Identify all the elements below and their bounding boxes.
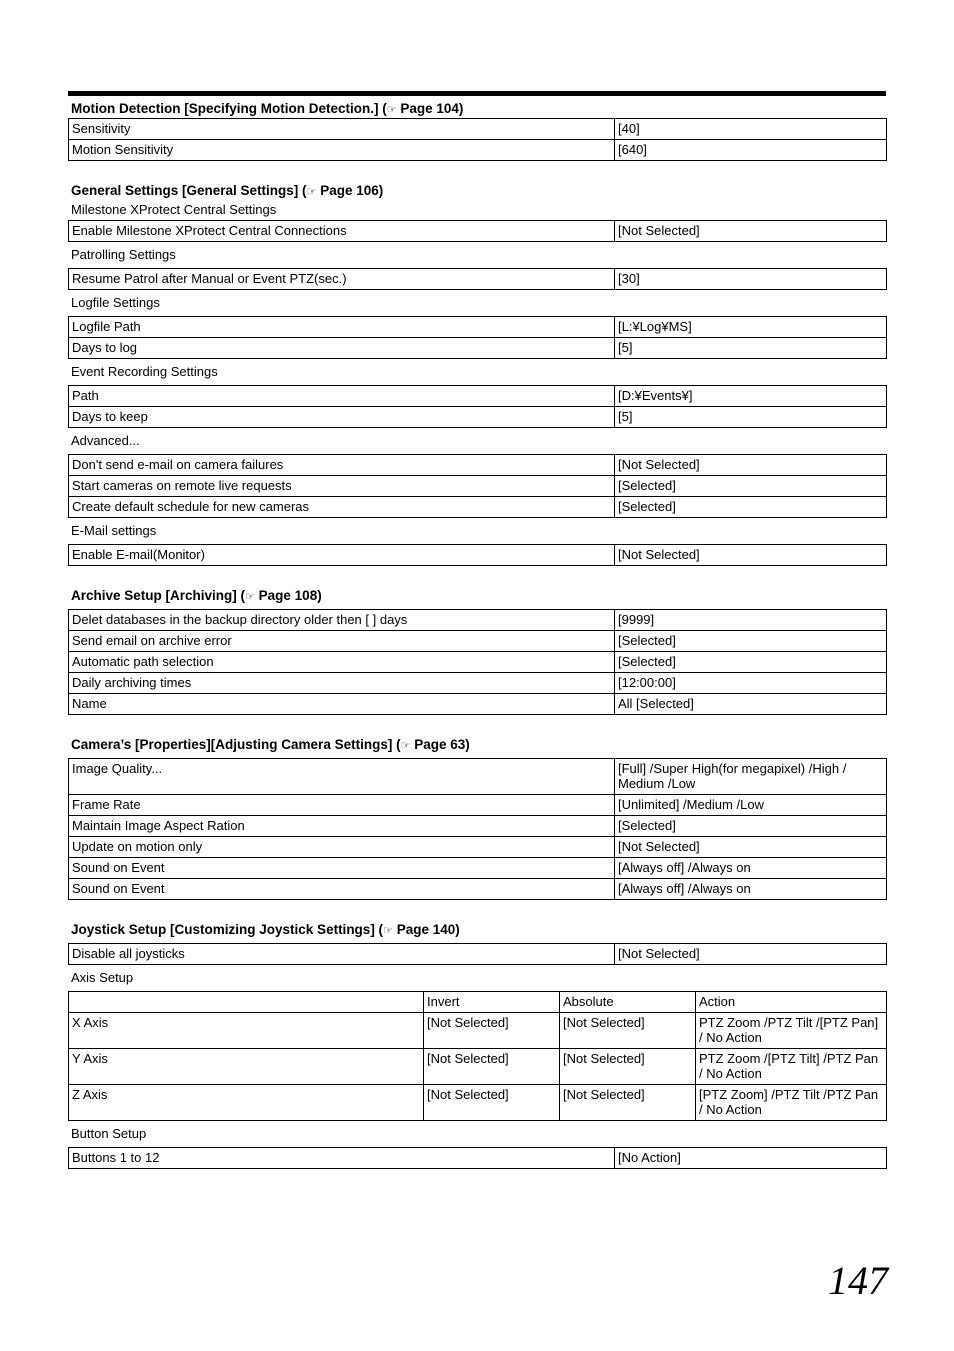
table-row: Path [D:¥Events¥] — [69, 386, 887, 407]
subheading-logfile: Logfile Settings — [71, 295, 160, 310]
subheading-button-setup: Button Setup — [71, 1126, 147, 1141]
section-title-joystick-setup: Joystick Setup [Customizing Joystick Settings] (☞ Page 140) — [71, 922, 460, 937]
milestone-table — [68, 220, 887, 242]
top-rule — [68, 91, 886, 96]
table-row: Update on motion only [Not Selected] — [69, 837, 887, 858]
table-row: Resume Patrol after Manual or Event PTZ(sec.) [30] — [69, 269, 887, 290]
table-row: Buttons 1 to 12 [No Action] — [69, 1148, 887, 1169]
settings-document — [68, 101, 886, 1169]
table-row: Name All [Selected] — [69, 694, 887, 715]
table-row: Start cameras on remote live requests [Selected] — [69, 476, 887, 497]
logfile-table — [68, 316, 887, 359]
pointing-hand-icon: ☞ — [245, 591, 255, 603]
table-row: Enable E-mail(Monitor) [Not Selected] — [69, 545, 887, 566]
table-row: Disable all joysticks [Not Selected] — [69, 944, 887, 965]
button-setup-table — [68, 1147, 887, 1169]
table-row: Frame Rate [Unlimited] /Medium /Low — [69, 795, 887, 816]
axis-setup-table — [68, 991, 887, 1121]
section-title-motion-detection: Motion Detection [Specifying Motion Detection.] (☞ Page 104) — [71, 101, 464, 116]
table-row: Days to keep [5] — [69, 407, 887, 428]
pointing-hand-icon: ☞ — [400, 740, 411, 752]
table-row: Create default schedule for new cameras [Selected] — [69, 497, 887, 518]
archive-table — [68, 609, 887, 715]
table-row: Send email on archive error [Selected] — [69, 631, 887, 652]
camera-table — [68, 758, 887, 900]
pointing-hand-icon: ☞ — [386, 104, 397, 116]
table-row: Daily archiving times [12:00:00] — [69, 673, 887, 694]
table-row: Y Axis [Not Selected] [Not Selected] PTZ Zoom /[PTZ Tilt] /PTZ Pan / No Action — [69, 1049, 887, 1085]
table-row: Days to log [5] — [69, 338, 887, 359]
table-row: Motion Sensitivity [640] — [69, 140, 887, 161]
table-row: Enable Milestone XProtect Central Connections [Not Selected] — [69, 221, 887, 242]
joystick-table — [68, 943, 887, 965]
email-table — [68, 544, 887, 566]
table-row: Delet databases in the backup directory older then [ ] days [9999] — [69, 610, 887, 631]
table-row: Automatic path selection [Selected] — [69, 652, 887, 673]
table-header-row: Invert Absolute Action — [69, 992, 887, 1013]
table-row: Sound on Event [Always off] /Always on — [69, 858, 887, 879]
table-row: Sensitivity [40] — [69, 119, 887, 140]
page-number: 147 — [828, 1258, 888, 1303]
subheading-email: E-Mail settings — [71, 523, 157, 538]
table-row: Logfile Path [L:¥Log¥MS] — [69, 317, 887, 338]
subheading-patrolling: Patrolling Settings — [71, 247, 176, 262]
subheading-axis-setup: Axis Setup — [71, 970, 134, 985]
subheading-event-recording: Event Recording Settings — [71, 364, 218, 379]
motion-detection-table — [68, 118, 887, 161]
subheading-advanced: Advanced... — [71, 433, 140, 448]
section-title-general-settings: General Settings [General Settings] (☞ Page 106) — [71, 183, 384, 198]
section-title-archive-setup: Archive Setup [Archiving] (☞ Page 108) — [71, 588, 322, 603]
subheading-milestone: Milestone XProtect Central Settings — [71, 202, 277, 217]
advanced-table — [68, 454, 887, 518]
table-row: X Axis [Not Selected] [Not Selected] PTZ Zoom /PTZ Tilt /[PTZ Pan] / No Action — [69, 1013, 887, 1049]
table-row: Maintain Image Aspect Ration [Selected] — [69, 816, 887, 837]
pointing-hand-icon: ☞ — [306, 186, 317, 198]
event-recording-table — [68, 385, 887, 428]
section-title-camera-properties: Camera’s [Properties][Adjusting Camera Settings] (☞ Page 63) — [71, 737, 470, 752]
table-row: Don't send e-mail on camera failures [Not Selected] — [69, 455, 887, 476]
table-row: Z Axis [Not Selected] [Not Selected] [PTZ Zoom] /PTZ Tilt /PTZ Pan / No Action — [69, 1085, 887, 1121]
patrolling-table — [68, 268, 887, 290]
table-row: Sound on Event [Always off] /Always on — [69, 879, 887, 900]
pointing-hand-icon: ☞ — [383, 925, 393, 937]
table-row: Image Quality... [Full] /Super High(for megapixel) /High / Medium /Low — [69, 759, 887, 795]
